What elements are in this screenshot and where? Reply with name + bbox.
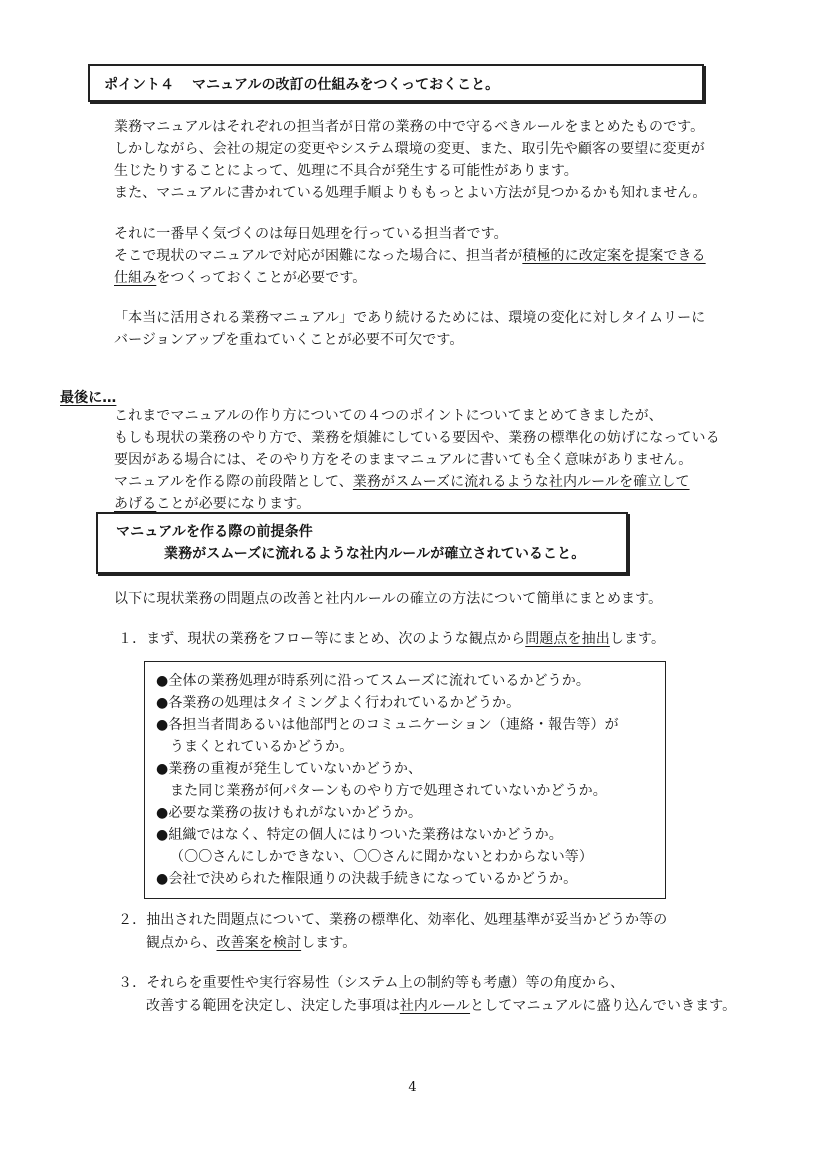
checklist-item-3-cont: うまくとれているかどうか。 — [170, 739, 354, 755]
para1-line-2: しかしながら、会社の規定の変更やシステム環境の変更、また、取引先や顧客の要望に変更が — [114, 141, 705, 157]
step1 — [118, 630, 665, 648]
checklist-item-4: ●業務の重複が発生していないかどうか、 — [156, 761, 423, 777]
para3-line-2: バージョンアップを重ねていくことが必要不可欠です。 — [114, 332, 464, 348]
para3-line-1: 「本当に活用される業務マニュアル」であり続けるためには、環境の変化に対しタイムリーに — [114, 310, 706, 326]
intro-text: 以下に現状業務の問題点の改善と社内ルールの確立の方法について簡単にまとめます。 — [114, 591, 663, 607]
para1-line-3: 生じたりすることによって、処理に不具合が発生する可能性があります。 — [114, 163, 578, 179]
step1-suffix: します。 — [609, 631, 666, 647]
step2-line2-underlined: 改善案を検討 — [216, 935, 302, 951]
step1-prefix: まず、現状の業務をフロー等にまとめ、次のような観点から — [146, 631, 526, 647]
checklist-item-1: ●全体の業務処理が時系列に沿ってスムーズに流れているかどうか。 — [156, 673, 590, 689]
step2-number: ２． — [118, 912, 147, 928]
para2-line-3-underlined: 仕組み — [114, 270, 157, 286]
step2-line2-prefix: 観点から、 — [146, 935, 217, 951]
para2-line-2 — [114, 247, 706, 265]
para2-line-1: それに一番早く気づくのは毎日処理を行っている担当者です。 — [114, 226, 508, 242]
step3-line2-suffix: としてマニュアルに盛り込んでいきます。 — [470, 998, 737, 1014]
step2-line-2 — [146, 934, 356, 952]
step3-line-1 — [118, 974, 624, 992]
step3-line2-prefix: 改善する範囲を決定し、決定した事項は — [146, 998, 400, 1014]
point4-heading — [104, 74, 499, 94]
closing-line-1: これまでマニュアルの作り方についての４つのポイントについてまとめてきましたが、 — [114, 408, 663, 424]
closing-line-2: もしも現状の業務のやり方で、業務を煩雑にしている要因や、業務の標準化の妨げになっている — [114, 430, 720, 446]
closing-line-4-underlined: 業務がスムーズに流れるような社内ルールを確立して — [352, 474, 690, 490]
checklist-item-5: ●必要な業務の抜けもれがないかどうか。 — [156, 805, 423, 821]
closing-line-4-prefix: マニュアルを作る際の前段階として、 — [114, 474, 353, 490]
para2-line-3-suffix: をつくっておくことが必要です。 — [156, 270, 367, 286]
step2-line1: 抽出された問題点について、業務の標準化、効率化、処理基準が妥当かどうか等の — [146, 912, 668, 928]
premise-body: 業務がスムーズに流れるような社内ルールが確立されていること。 — [164, 546, 586, 562]
para1-line-4: また、マニュアルに書かれている処理手順よりももっとよい方法が見つかるかも知れません。 — [114, 185, 707, 201]
closing-heading: 最後に… — [60, 390, 117, 406]
checklist-item-4-cont: また同じ業務が何パターンものやり方で処理されていないかどうか。 — [170, 783, 607, 799]
checklist-item-6-cont: （〇〇さんにしかできない、〇〇さんに聞かないとわからない等） — [170, 849, 593, 865]
step3-line-2 — [146, 997, 736, 1015]
para2-line-2-underlined: 積極的に改定案を提案できる — [522, 248, 706, 264]
step3-number: ３． — [118, 975, 147, 991]
closing-line-5-suffix: ことが必要になります。 — [156, 496, 311, 512]
para1-line-1: 業務マニュアルはそれぞれの担当者が日常の業務の中で守るべきルールをまとめたものです。 — [114, 119, 705, 135]
para2-line-2-prefix: そこで現状のマニュアルで対応が困難になった場合に、担当者が — [114, 248, 523, 264]
premise-box — [96, 512, 628, 574]
premise-title: マニュアルを作る際の前提条件 — [116, 524, 313, 540]
step1-number: １． — [118, 631, 147, 647]
checklist-item-7: ●会社で決められた権限通りの決裁手続きになっているかどうか。 — [156, 871, 578, 887]
closing-line-3: 要因がある場合には、そのやり方をそのままマニュアルに書いても全く意味がありません。 — [114, 452, 693, 468]
point4-label: ポイント４ — [104, 77, 174, 93]
step2-line2-suffix: します。 — [301, 935, 357, 951]
checklist-item-3: ●各担当者間あるいは他部門とのコミュニケーション（連絡・報告等）が — [156, 717, 619, 733]
step3-line2-underlined: 社内ルール — [399, 998, 471, 1014]
closing-line-5 — [114, 495, 310, 513]
point4-box — [88, 64, 704, 102]
checklist-item-6: ●組織ではなく、特定の個人にはりついた業務はないかどうか。 — [156, 827, 563, 843]
checklist-item-2: ●各業務の処理はタイミングよく行われているかどうか。 — [156, 695, 521, 711]
para2-line-3 — [114, 269, 366, 287]
step2-line-1 — [118, 911, 667, 929]
step1-underlined: 問題点を抽出 — [525, 631, 610, 647]
step3-line1: それらを重要性や実行容易性（システム上の制約等も考慮）等の角度から、 — [146, 975, 625, 991]
closing-line-4 — [114, 473, 690, 491]
page-number: 4 — [408, 1080, 417, 1095]
point4-title: マニュアルの改訂の仕組みをつくっておくこと。 — [192, 77, 500, 93]
closing-line-5-underlined: あげる — [114, 496, 157, 512]
